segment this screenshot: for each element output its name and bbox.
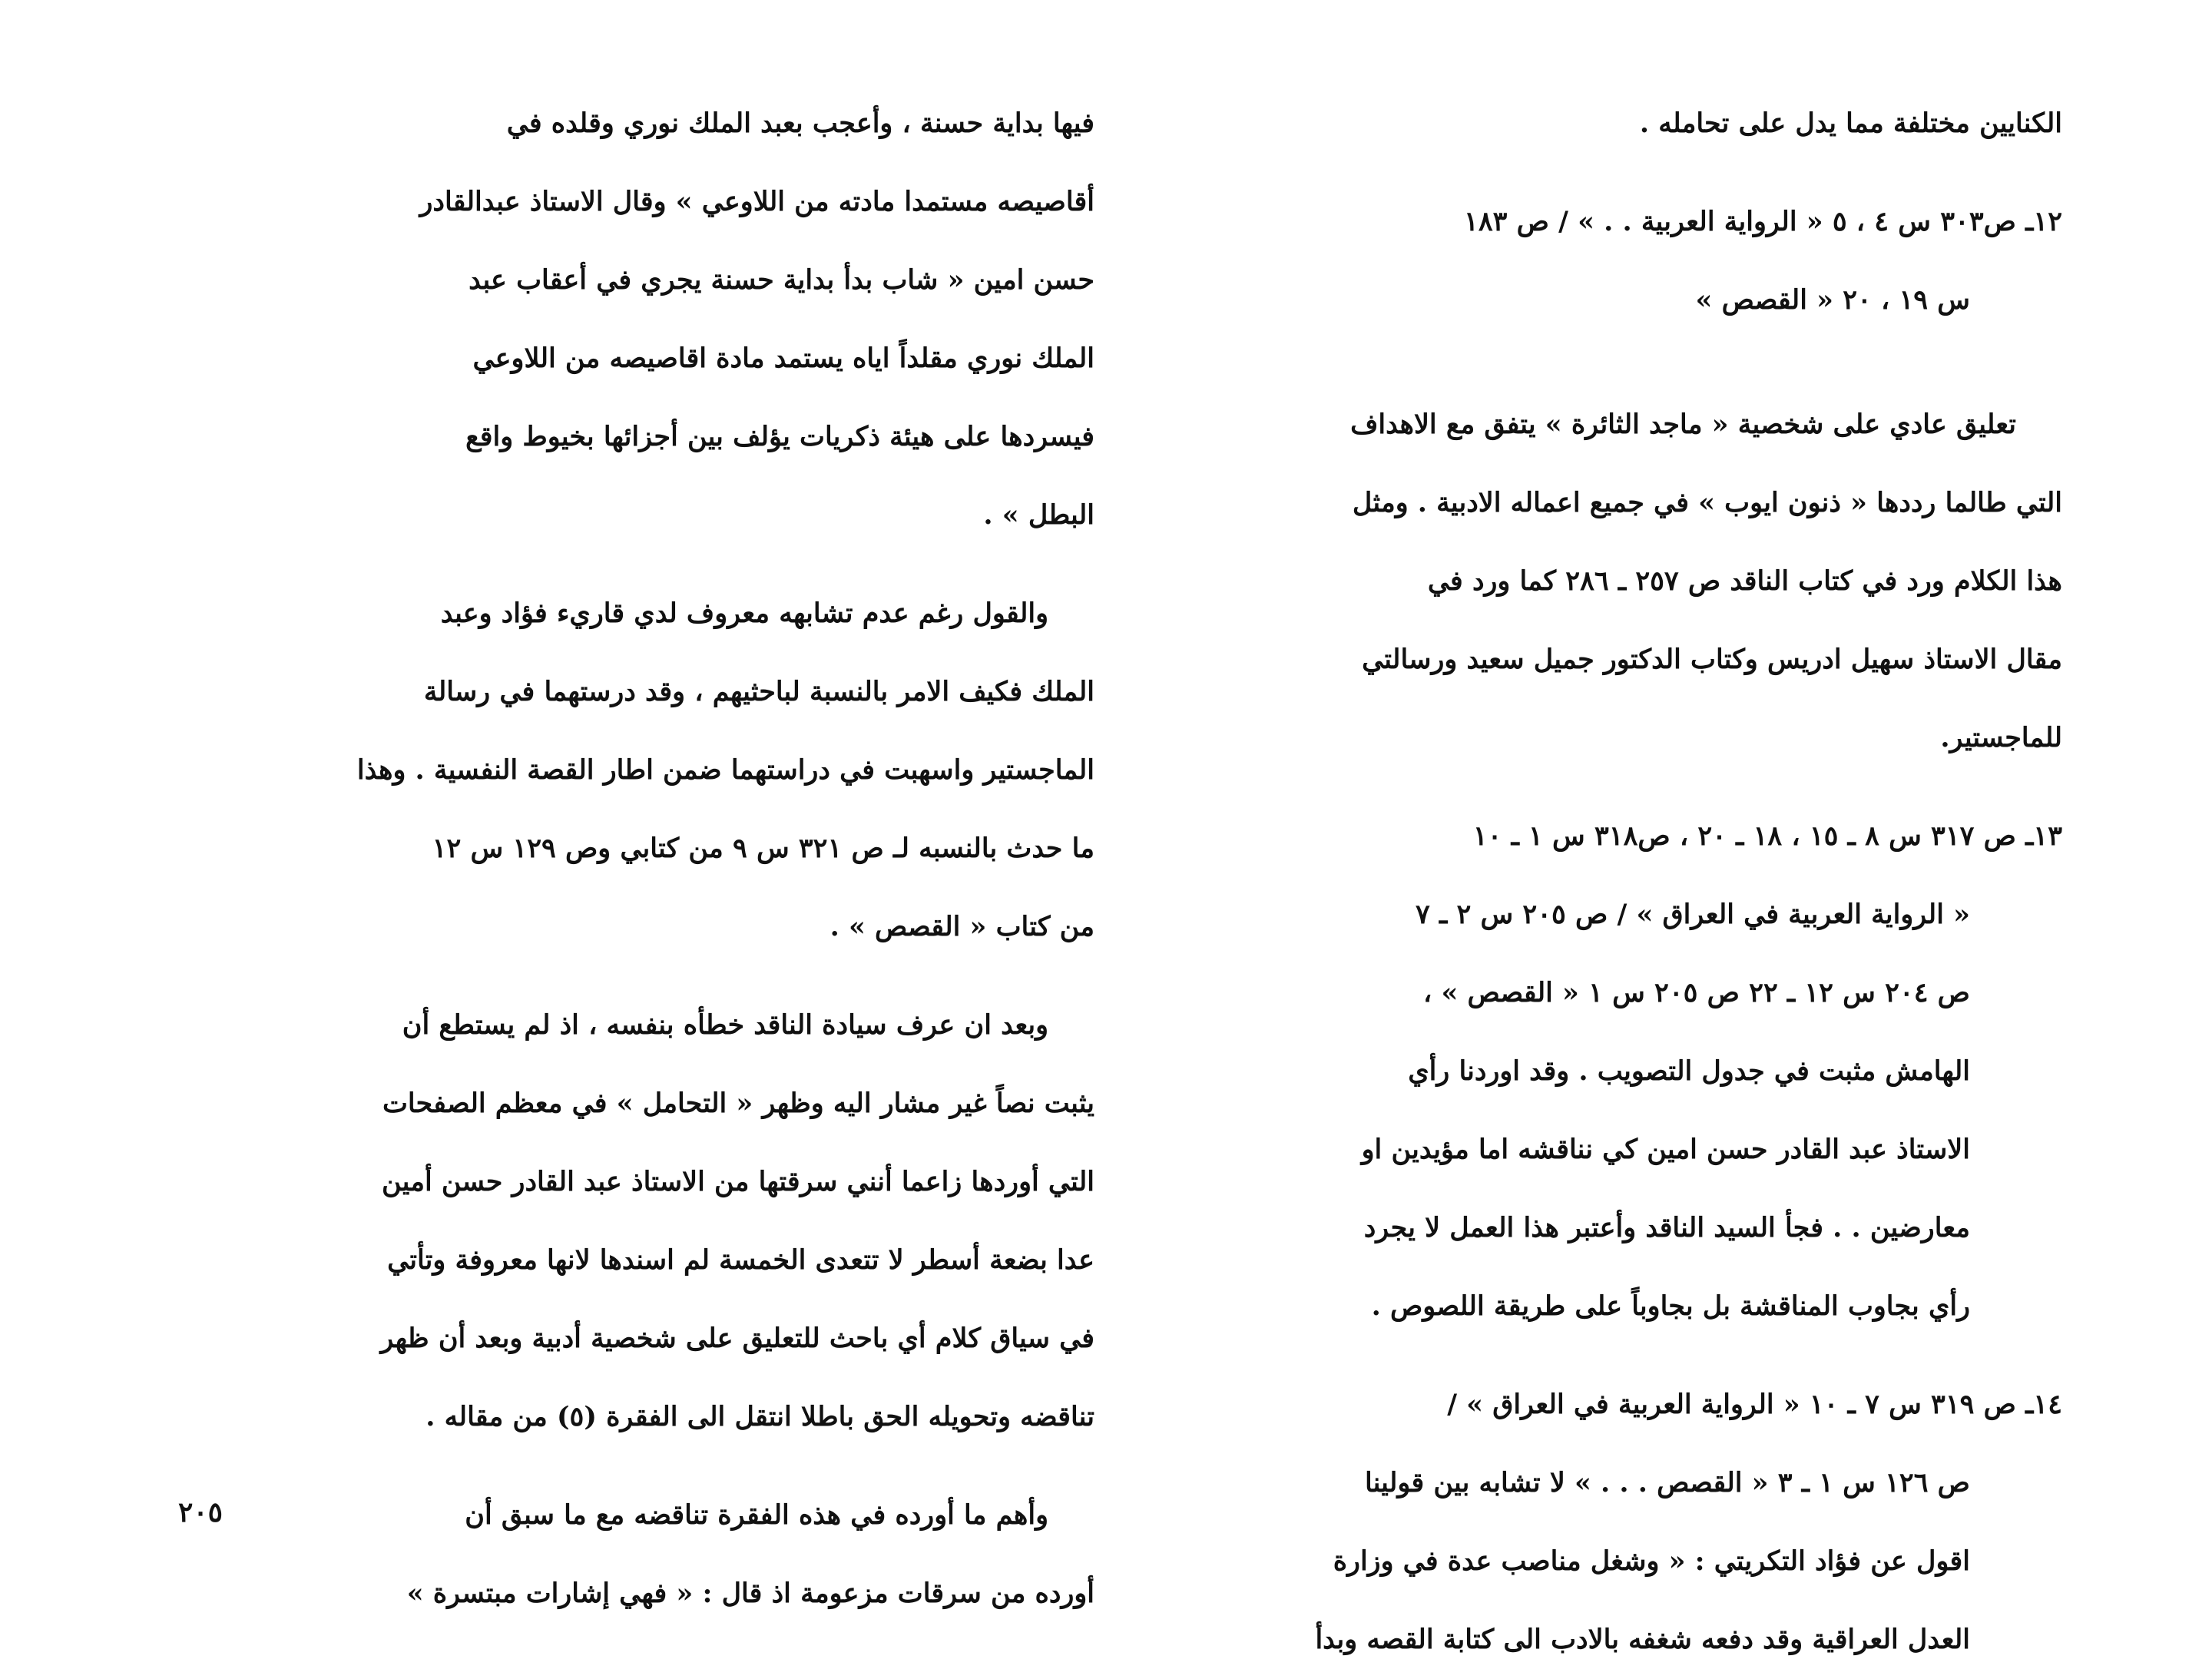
text-line: التي طالما رددها « ذنون ايوب » في جميع اعماله الادبية . ومثل [1352,487,2062,518]
footnote-14-line-1: ١٤ـ ص ٣١٩ س ٧ ـ ١٠ « الرواية العربية في العراق » / [1447,1389,2062,1420]
text-line: ما حدث بالنسبه لـ ص ٣٢١ س ٩ من كتابي وص ١٢٩ س ١٢ [432,833,1094,864]
text-line: الملك نوري مقلداً اياه يستمد مادة اقاصيصه من اللاوعي [472,343,1094,374]
text-line: ص ٢٠٤ س ١٢ ـ ٢٢ ص ٢٠٥ س ١ « القصص » ، [1423,977,1970,1008]
text-line: البطل » . [983,499,1094,531]
text-line: في سياق كلام أي باحث للتعليق على شخصية أدبية وبعد أن ظهر [380,1323,1094,1354]
text-line: فيسردها على هيئة ذكريات يؤلف بين أجزائها بخيوط واقع [465,421,1094,452]
text-line: اقول عن فؤاد التكريتي : « وشغل مناصب عدة في وزارة [1333,1545,1970,1577]
text-line: الملك فكيف الامر بالنسبة لباحثيهم ، وقد درستهما في رسالة [423,676,1094,707]
text-line: الاستاذ عبد القادر حسن امين كي نناقشه اما مؤيدين او [1361,1134,1970,1165]
text-line: أقاصيصه مستمدا مادته من اللاوعي » وقال الاستاذ عبدالقادر [419,186,1094,217]
paragraph-gap [207,1456,1094,1476]
page-number: ٢٠٥ [178,1496,224,1528]
text-line: تناقضه وتحويله الحق باطلا انتقل الى الفقرة (٥) من مقاله . [426,1401,1094,1432]
text-line: يثبت نصاً غير مشار اليه وظهر « التحامل » في معظم الصفحات [382,1088,1094,1119]
paragraph-gap [207,966,1094,986]
text-line: الهامش مثبت في جدول التصويب . وقد اوردنا رأي [1408,1055,1970,1087]
text-line: عدا بضعة أسطر لا تتعدى الخمسة لم اسندها لانها معروفة وتأتي [387,1244,1094,1276]
footnote-13-line-1: ١٣ـ ص ٣١٧ س ٨ ـ ١٥ ، ١٨ ـ ٢٠ ، ص٣١٨ س ١ ـ ١٠ [1472,820,2062,852]
text-line: مقال الاستاذ سهيل ادريس وكتاب الدكتور جميل سعيد ورسالتي [1362,644,2062,675]
text-line: ص ١٢٦ س ١ ـ ٣ « القصص . . . » لا تشابه بين قولينا [1364,1467,1970,1499]
left-column [207,84,1094,1633]
text-line: أورده من سرقات مزعومة اذ قال : « فهي إشارات مبتسرة » [406,1578,1094,1609]
text-line: الكنايين مختلفة مما يدل على تحامله . [1639,108,2062,139]
text-line: الماجستير واسهبت في دراستهما ضمن اطار القصة النفسية . وهذا [356,754,1094,786]
text-line: التي أوردها زاعما أنني سرقتها من الاستاذ عبد القادر حسن أمين [382,1166,1094,1197]
paragraph-gap [207,555,1094,575]
text-line: هذا الكلام ورد في كتاب الناقد ص ٢٥٧ ـ ٢٨٦ كما ورد في [1427,565,2062,597]
text-line: وبعد ان عرف سيادة الناقد خطأه بنفسه ، اذ لم يستطع أن [402,1009,1048,1041]
text-line: والقول رغم عدم تشابهه معروف لدي قاريء فؤاد وعبد [440,598,1048,629]
text-line: تعليق عادي على شخصية « ماجد الثائرة » يتفق مع الاهداف [1350,409,2016,440]
right-column [1175,84,2062,1679]
text-line: حسن امين « شاب بدأ بداية حسنة يجري في أعقاب عبد [469,264,1094,296]
paragraph-gap [1175,1346,2062,1366]
text-line: العدل العراقية وقد دفعه شغفه بالادب الى كتابة القصه وبدأ [1315,1624,1970,1655]
text-line: معارضين . . فجأ السيد الناقد وأعتبر هذا العمل لا يجرد [1363,1212,1970,1244]
text-line: رأي بجاوب المناقشة بل بجاوباً على طريقة اللصوص . [1371,1290,1970,1322]
footnote-12-line-2: س ١٩ ، ٢٠ « القصص » [1695,284,1970,316]
text-line: من كتاب « القصص » . [830,911,1094,942]
text-line: وأهم ما أورده في هذه الفقرة تناقضه مع ما سبق أن [465,1499,1048,1531]
text-line: فيها بداية حسنة ، وأعجب بعبد الملك نوري وقلده في [506,108,1094,139]
text-line: للماجستير. [1940,722,2062,753]
paragraph-gap [1175,163,2062,183]
footnote-12-line-1: ١٢ـ ص٣٠٣ س ٤ ، ٥ « الرواية العربية . . » / ص ١٨٣ [1464,206,2062,237]
paragraph-gap [1175,339,2062,386]
text-line: « الرواية العربية في العراق » / ص ٢٠٥ س ٢ ـ ٧ [1416,899,1970,930]
paragraph-gap [1175,777,2062,797]
